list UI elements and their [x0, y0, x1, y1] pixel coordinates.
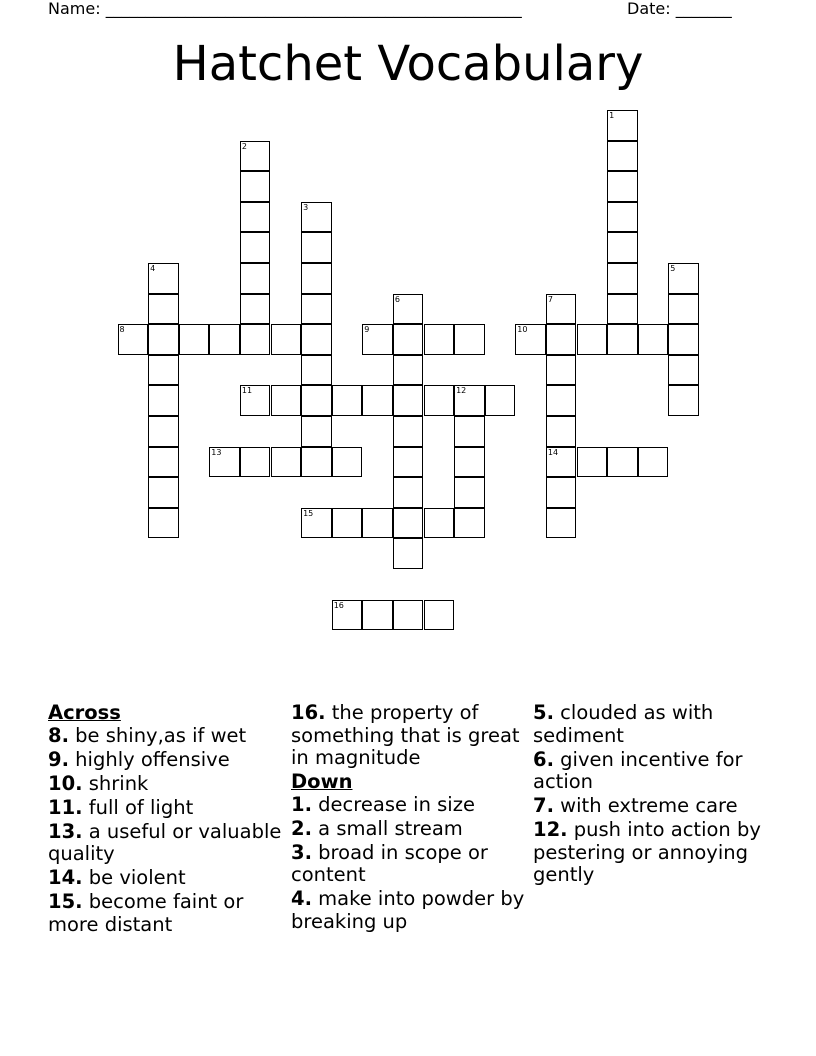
grid-cell[interactable] [668, 385, 699, 416]
clue-number: 16 [333, 600, 344, 610]
grid-cell[interactable] [607, 294, 638, 325]
grid-cell[interactable] [148, 355, 179, 386]
grid-cell[interactable] [424, 600, 455, 631]
grid-cell[interactable] [668, 324, 699, 355]
grid-cell[interactable] [240, 232, 271, 263]
grid-cell[interactable] [454, 416, 485, 447]
grid-cell[interactable] [454, 508, 485, 539]
grid-cell[interactable] [454, 324, 485, 355]
clue-item-number: 12. [533, 818, 568, 841]
grid-cell[interactable] [454, 385, 485, 416]
grid-cell[interactable] [362, 508, 393, 539]
clue-item [48, 821, 293, 866]
grid-cell[interactable] [668, 294, 699, 325]
grid-cell[interactable] [271, 324, 302, 355]
grid-cell[interactable] [393, 600, 424, 631]
grid-cell[interactable] [209, 324, 240, 355]
grid-cell[interactable] [607, 141, 638, 172]
grid-cell[interactable] [118, 324, 149, 355]
grid-cell[interactable] [362, 600, 393, 631]
clue-item [48, 797, 293, 820]
grid-cell[interactable] [607, 171, 638, 202]
clue-number: 5 [670, 264, 676, 273]
clue-item-number: 11. [48, 795, 83, 819]
grid-cell[interactable] [424, 508, 455, 539]
grid-cell[interactable] [301, 202, 332, 233]
clue-number: 9 [364, 325, 370, 335]
grid-cell[interactable] [240, 294, 271, 325]
grid-cell[interactable] [668, 263, 699, 294]
clue-item [291, 818, 536, 841]
grid-cell[interactable] [240, 141, 271, 172]
clue-item-text: full of light [82, 795, 194, 819]
clue-column-3 [533, 702, 778, 888]
grid-cell[interactable] [607, 202, 638, 233]
grid-cell[interactable] [148, 416, 179, 447]
date-blank[interactable]: _______ [675, 0, 732, 18]
grid-cell[interactable] [148, 447, 179, 478]
grid-cell[interactable] [393, 385, 424, 416]
clue-item-number: 8. [48, 723, 69, 747]
grid-cell[interactable] [301, 416, 332, 447]
grid-cell[interactable] [515, 324, 546, 355]
grid-cell[interactable] [362, 385, 393, 416]
grid-cell[interactable] [240, 202, 271, 233]
clue-item [533, 749, 778, 794]
clue-item-number: 16. [291, 701, 326, 724]
grid-cell[interactable] [301, 324, 332, 355]
clue-number: 12 [456, 386, 467, 396]
clue-item-text: clouded as with sediment [533, 701, 714, 747]
clue-item-number: 9. [48, 747, 69, 771]
grid-cell[interactable] [607, 324, 638, 355]
grid-cell[interactable] [332, 447, 363, 478]
clue-item-number: 13. [48, 819, 83, 843]
clue-item [48, 725, 293, 748]
clue-item-text: shrink [82, 771, 149, 795]
clue-item-text: be shiny,as if wet [68, 723, 247, 747]
grid-cell[interactable] [546, 355, 577, 386]
grid-cell[interactable] [301, 385, 332, 416]
grid-cell[interactable] [148, 385, 179, 416]
grid-cell[interactable] [271, 447, 302, 478]
grid-cell[interactable] [240, 171, 271, 202]
clue-item [291, 794, 536, 817]
clue-item [291, 888, 536, 933]
clue-item-number: 6. [533, 747, 554, 771]
grid-cell[interactable] [240, 385, 271, 416]
page-title: Hatchet Vocabulary [172, 36, 644, 92]
across-heading: Across [48, 701, 121, 724]
clue-item-text: given incentive for action [533, 747, 743, 793]
clue-item-text: push into action by pestering or annoying gently [533, 818, 761, 886]
grid-cell[interactable] [454, 447, 485, 478]
grid-cell[interactable] [301, 263, 332, 294]
grid-cell[interactable] [546, 477, 577, 508]
clue-item [533, 819, 778, 887]
down-heading: Down [291, 770, 353, 793]
name-field [48, 0, 522, 18]
clue-item-text: highly offensive [68, 747, 230, 771]
grid-cell[interactable] [546, 416, 577, 447]
clue-column-1 [48, 702, 293, 938]
clue-column-2 [291, 702, 536, 935]
clue-number: 10 [517, 325, 528, 335]
clue-item-number: 10. [48, 771, 83, 795]
clue-item-text: with extreme care [553, 794, 738, 817]
grid-cell[interactable] [271, 385, 302, 416]
grid-cell[interactable] [362, 324, 393, 355]
clue-item [533, 795, 778, 818]
grid-cell[interactable] [607, 110, 638, 141]
grid-cell[interactable] [301, 355, 332, 386]
clue-item-text: the property of something that is great in magnitude [291, 701, 520, 769]
grid-cell[interactable] [148, 294, 179, 325]
grid-cell[interactable] [607, 447, 638, 478]
grid-cell[interactable] [393, 538, 424, 569]
clue-item [533, 702, 778, 747]
grid-cell[interactable] [301, 294, 332, 325]
clue-number: 7 [547, 294, 553, 304]
clue-number: 13 [211, 447, 222, 457]
clue-item-text: broad in scope or content [291, 840, 488, 886]
grid-cell[interactable] [240, 447, 271, 478]
clue-number: 14 [547, 447, 559, 457]
grid-cell[interactable] [577, 324, 608, 355]
clue-item-number: 1. [291, 792, 312, 816]
grid-cell[interactable] [546, 447, 577, 478]
grid-cell[interactable] [148, 508, 179, 539]
grid-cell[interactable] [485, 385, 516, 416]
grid-cell[interactable] [668, 355, 699, 386]
clue-number: 6 [394, 294, 400, 304]
clue-item [48, 773, 293, 796]
grid-cell[interactable] [332, 508, 363, 539]
grid-cell[interactable] [577, 447, 608, 478]
grid-cell[interactable] [424, 385, 455, 416]
clue-item [48, 891, 293, 936]
clue-item-text: a small stream [311, 816, 463, 840]
grid-cell[interactable] [240, 324, 271, 355]
name-label: Name: [48, 0, 101, 18]
clue-item-number: 15. [48, 890, 83, 913]
clue-item [291, 702, 536, 770]
grid-cell[interactable] [301, 447, 332, 478]
clue-number: 2 [241, 141, 247, 151]
clue-number: 11 [241, 386, 253, 396]
date-label: Date: [627, 0, 671, 18]
clue-number: 8 [119, 325, 125, 335]
clue-number: 3 [303, 202, 309, 212]
clue-item-number: 14. [48, 866, 83, 889]
clue-item-number: 2. [291, 816, 312, 840]
grid-cell[interactable] [546, 508, 577, 539]
clue-item-number: 4. [291, 887, 312, 910]
grid-cell[interactable] [301, 232, 332, 263]
grid-cell[interactable] [301, 508, 332, 539]
name-blank[interactable]: ____________________________________________________ [105, 0, 522, 18]
clue-number: 1 [609, 111, 615, 120]
grid-cell[interactable] [148, 477, 179, 508]
grid-cell[interactable] [607, 263, 638, 294]
clue-item [48, 749, 293, 772]
clue-item-number: 7. [533, 794, 554, 817]
grid-cell[interactable] [546, 294, 577, 325]
grid-cell[interactable] [332, 385, 363, 416]
grid-cell[interactable] [393, 355, 424, 386]
grid-cell[interactable] [607, 232, 638, 263]
clue-item-text: be violent [82, 866, 186, 889]
clue-item-number: 3. [291, 840, 312, 864]
clue-item-text: a useful or valuable quality [48, 819, 282, 865]
clue-item-number: 5. [533, 701, 554, 724]
grid-cell[interactable] [240, 263, 271, 294]
clue-item [48, 867, 293, 890]
grid-cell[interactable] [638, 447, 669, 478]
grid-cell[interactable] [393, 324, 424, 355]
grid-cell[interactable] [393, 477, 424, 508]
grid-cell[interactable] [209, 447, 240, 478]
grid-cell[interactable] [393, 294, 424, 325]
clue-number: 15 [303, 508, 314, 518]
grid-cell[interactable] [424, 324, 455, 355]
grid-cell[interactable] [332, 600, 363, 631]
grid-cell[interactable] [393, 508, 424, 539]
grid-cell[interactable] [546, 385, 577, 416]
grid-cell[interactable] [148, 263, 179, 294]
clue-item [291, 842, 536, 887]
grid-cell[interactable] [393, 416, 424, 447]
clue-item-text: become faint or more distant [48, 890, 244, 936]
date-field [627, 0, 732, 18]
clue-item-text: decrease in size [311, 792, 475, 816]
grid-cell[interactable] [546, 324, 577, 355]
grid-cell[interactable] [454, 477, 485, 508]
grid-cell[interactable] [393, 447, 424, 478]
grid-cell[interactable] [148, 324, 179, 355]
grid-cell[interactable] [638, 324, 669, 355]
clue-item-text: make into powder by breaking up [291, 887, 525, 933]
grid-cell[interactable] [179, 324, 210, 355]
clue-number: 4 [150, 264, 156, 273]
